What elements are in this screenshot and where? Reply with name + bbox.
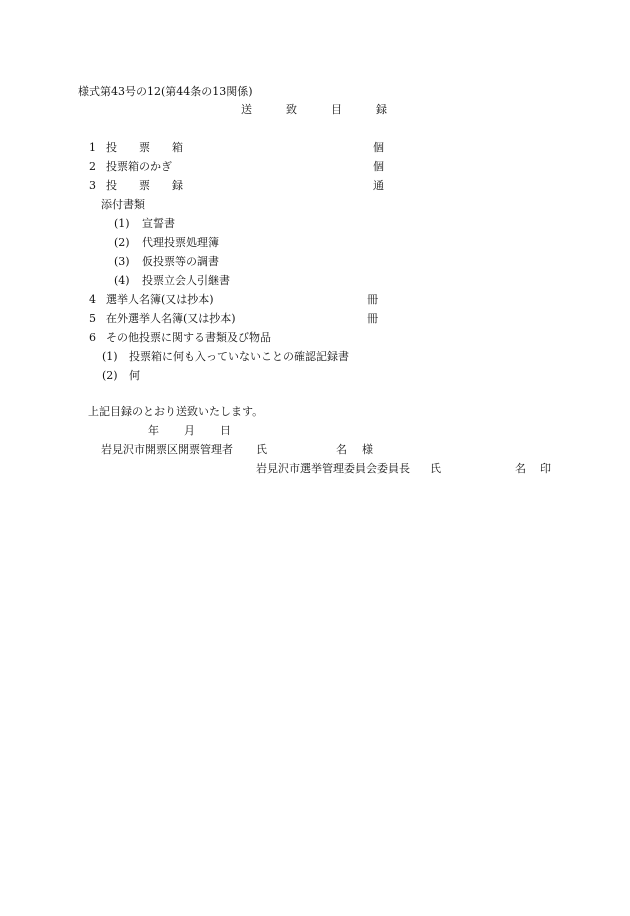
item-unit: 通 <box>373 179 384 192</box>
item-label: その他投票に関する書類及び物品 <box>106 331 271 344</box>
title-char: 送 <box>241 103 252 116</box>
attached-label: 宣誓書 <box>142 217 175 230</box>
date-month: 月 <box>184 424 195 437</box>
form-number: 様式第43号の12(第44条の13関係) <box>78 85 253 98</box>
recipient-honorific: 様 <box>362 443 373 456</box>
title-char: 致 <box>286 103 297 116</box>
attached-number: (2) <box>114 236 130 249</box>
item-number: 3 <box>89 179 96 192</box>
item-unit: 個 <box>373 160 384 173</box>
item-label: 投 票 箱 <box>106 141 183 154</box>
item-unit: 冊 <box>367 293 378 306</box>
attached-label: 投票立会人引継書 <box>142 274 230 287</box>
recipient-org: 岩見沢市開票区開票管理者 <box>101 443 233 456</box>
attached-number: (4) <box>114 274 130 287</box>
sender-seal: 印 <box>540 462 551 475</box>
item-label: 投 票 録 <box>106 179 183 192</box>
item-label: 投票箱のかぎ <box>106 160 172 173</box>
item-label: 在外選挙人名簿(又は抄本) <box>106 312 236 325</box>
attached-label: 仮投票等の調書 <box>142 255 219 268</box>
date-year: 年 <box>148 424 159 437</box>
sender-mei: 名 <box>515 462 526 475</box>
item-label: 選挙人名簿(又は抄本) <box>106 293 214 306</box>
closing-statement: 上記目録のとおり送致いたします。 <box>88 405 264 418</box>
item-unit: 個 <box>373 141 384 154</box>
attached-number: (3) <box>114 255 130 268</box>
item-number: 6 <box>89 331 96 344</box>
recipient-shi: 氏 <box>256 443 267 456</box>
sender-org: 岩見沢市選挙管理委員会委員長 <box>256 462 410 475</box>
item-number: 5 <box>89 312 96 325</box>
item-unit: 冊 <box>367 312 378 325</box>
recipient-mei: 名 <box>336 443 347 456</box>
item-number: 2 <box>89 160 96 173</box>
sub-item-number: (2) <box>102 369 118 382</box>
attached-number: (1) <box>114 217 130 230</box>
sender-shi: 氏 <box>430 462 441 475</box>
sub-item-label: 何 <box>129 369 140 382</box>
title-char: 目 <box>331 103 342 116</box>
item-number: 4 <box>89 293 96 306</box>
title-char: 録 <box>376 103 387 116</box>
item-number: 1 <box>89 141 96 154</box>
sub-item-number: (1) <box>102 350 118 363</box>
sub-item-label: 投票箱に何も入っていないことの確認記録書 <box>129 350 349 363</box>
attached-heading: 添付書類 <box>101 198 145 211</box>
date-day: 日 <box>220 424 231 437</box>
attached-label: 代理投票処理簿 <box>142 236 219 249</box>
